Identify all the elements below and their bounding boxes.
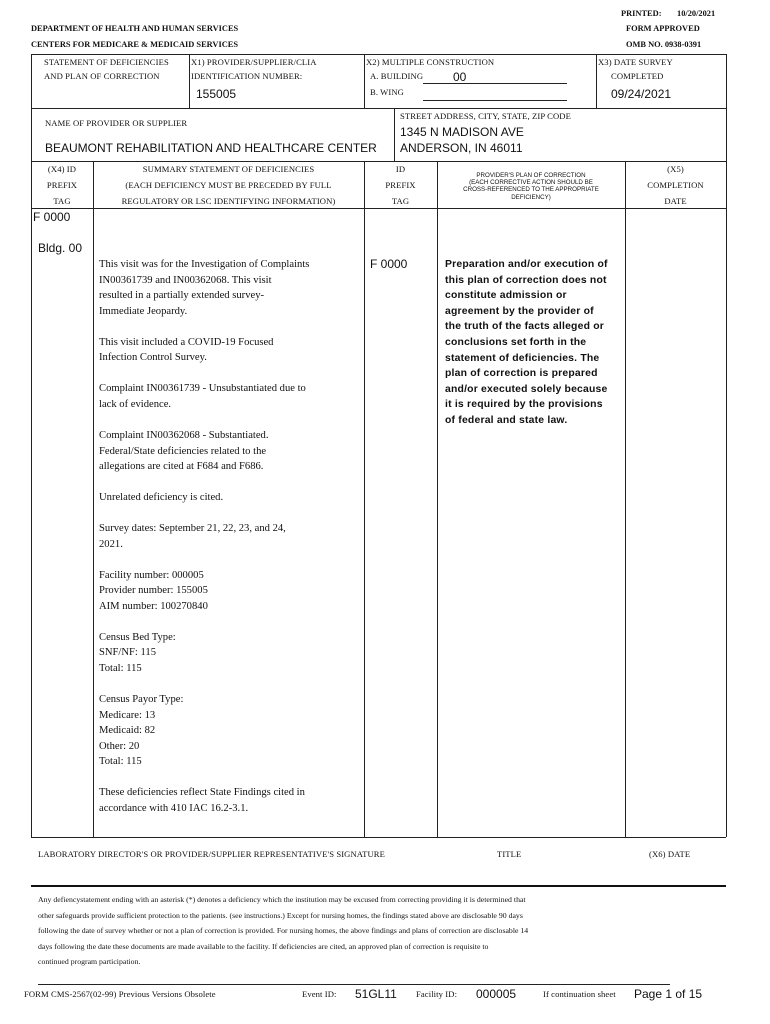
summary-header-3: REGULATORY OR LSC IDENTIFYING INFORMATION) [121,196,336,206]
plan-of-correction-text: Preparation and/or execution of this plan of correction does not constitute admission or agreement by the provider of the truth of the facts alleged or conclusions set forth in the statement of deficiencies. The plan of correction is prepared and/or executed solely because it is required by the provisions of federal and state law. [445,259,608,426]
title-label: TITLE [497,849,522,859]
id-header-3: TAG [391,196,410,206]
summary-header-1: SUMMARY STATEMENT OF DEFICIENCIES [142,164,315,174]
page-number: Page 1 of 15 [634,987,703,1001]
x4-header-1: (X4) ID [47,164,77,174]
survey-date-value: 09/24/2021 [611,87,672,101]
x4-header-3: TAG [53,196,71,206]
poc-header: PROVIDER'S PLAN OF CORRECTION (EACH CORRECTIVE ACTION SHOULD BE CROSS-REFERENCED TO THE APPROPRIATE DEFICIENCY) [463,172,599,201]
id-header-1: ID [395,164,406,174]
address-line-2: ANDERSON, IN 46011 [400,141,523,155]
building-tag: Bldg. 00 [38,241,83,255]
x2-label: X2) MULTIPLE CONSTRUCTION [366,57,495,67]
omb-number: OMB NO. 0938-0391 [626,40,702,49]
summary-header-2: (EACH DEFICIENCY MUST BE PRECEDED BY FULL [125,180,332,190]
centers-name: CENTERS FOR MEDICARE & MEDICAID SERVICES [31,40,239,49]
id-header-2: PREFIX [385,180,416,190]
event-id-value: 51GL11 [355,987,397,1001]
signature-label: LABORATORY DIRECTOR'S OR PROVIDER/SUPPLIER REPRESENTATIVE'S SIGNATURE [38,849,385,859]
address-label: STREET ADDRESS, CITY, STATE, ZIP CODE [400,111,571,121]
x5-header-1: (X5) [667,164,684,174]
provider-name-value: BEAUMONT REHABILITATION AND HEALTHCARE CENTER [45,141,377,155]
summary-paragraph: Complaint IN00362068 - Substantiated. Federal/State deficiencies related to the allegations are cited at F684 and F686. [99,429,269,473]
continuation-label: If continuation sheet [543,989,616,999]
address-line-1: 1345 N MADISON AVE [400,125,524,139]
event-id-label: Event ID: [302,989,337,999]
x6-date-label: (X6) DATE [649,849,691,859]
building-label: A. BUILDING [370,71,424,81]
disclaimer-text: Any defiencystatement ending with an asterisk (*) denotes a deficiency which the institution may be excused from correcting providing it is determined that other safeguards provide sufficient protection to the patients. (see instructions.) Except for nursing homes, the findings stated above are disclosable 90 days following the date of survey whether or not a plan of correction is provided. For nursing homes, the above findings and plans of correction are disclosable 14 days following the date these documents are made available to the facility. If deficiencies are cited, an approved plan of correction is requisite to continued program participation. [38,895,529,967]
x1-label: X1) PROVIDER/SUPPLIER/CLIA [191,57,317,67]
wing-label: B. WING [370,87,404,97]
summary-statement [99,257,361,817]
summary-paragraph: These deficiencies reflect State Findings cited in accordance with 410 IAC 16.2-3.1. [99,787,305,814]
summary-paragraph: Facility number: 000005 Provider number: 155005 AIM number: 100270840 [99,569,208,612]
left-tag: F 0000 [33,210,71,224]
printed-date: 10/20/2021 [677,9,716,18]
summary-paragraph: Unrelated deficiency is cited. [99,492,224,504]
x5-header-3: DATE [664,196,687,206]
form-approved: FORM APPROVED [626,24,700,33]
facility-id-value: 000005 [476,987,517,1001]
x4-header-2: PREFIX [46,180,78,190]
provider-id-value: 155005 [196,87,237,101]
x3-label-2: COMPLETED [611,71,664,81]
summary-paragraph: Complaint IN00361739 - Unsubstantiated due to lack of evidence. [99,383,306,410]
signature-divider [31,885,726,887]
summary-paragraph: Census Bed Type: SNF/NF: 115 Total: 115 [99,631,176,675]
building-value: 00 [453,70,467,84]
summary-paragraph: This visit was for the Investigation of Complaints IN00361739 and IN00362068. This visit resulted in a partially extended survey- Immediate Jeopardy. [99,259,310,317]
statement-label-2: AND PLAN OF CORRECTION [44,71,160,81]
form-number: FORM CMS-2567(02-99) Previous Versions Obsolete [24,989,216,999]
statement-label-1: STATEMENT OF DEFICIENCIES [44,57,169,67]
summary-paragraph: Census Payor Type: Medicare: 13 Medicaid: 82 Other: 20 Total: 115 [99,694,184,768]
x1-label-2: IDENTIFICATION NUMBER: [191,71,303,81]
x3-label: X3) DATE SURVEY [598,57,673,67]
summary-paragraph: Survey dates: September 21, 22, 23, and 24, 2021. [99,523,286,550]
department-name: DEPARTMENT OF HEALTH AND HUMAN SERVICES [31,24,239,33]
right-tag: F 0000 [370,257,408,271]
footer-divider [38,984,670,985]
facility-id-label: Facility ID: [416,989,458,999]
summary-paragraph: This visit included a COVID-19 Focused Infection Control Survey. [99,336,274,364]
printed-label: PRINTED: [621,9,662,18]
provider-name-label: NAME OF PROVIDER OR SUPPLIER [45,118,188,128]
x5-header-2: COMPLETION [647,180,704,190]
